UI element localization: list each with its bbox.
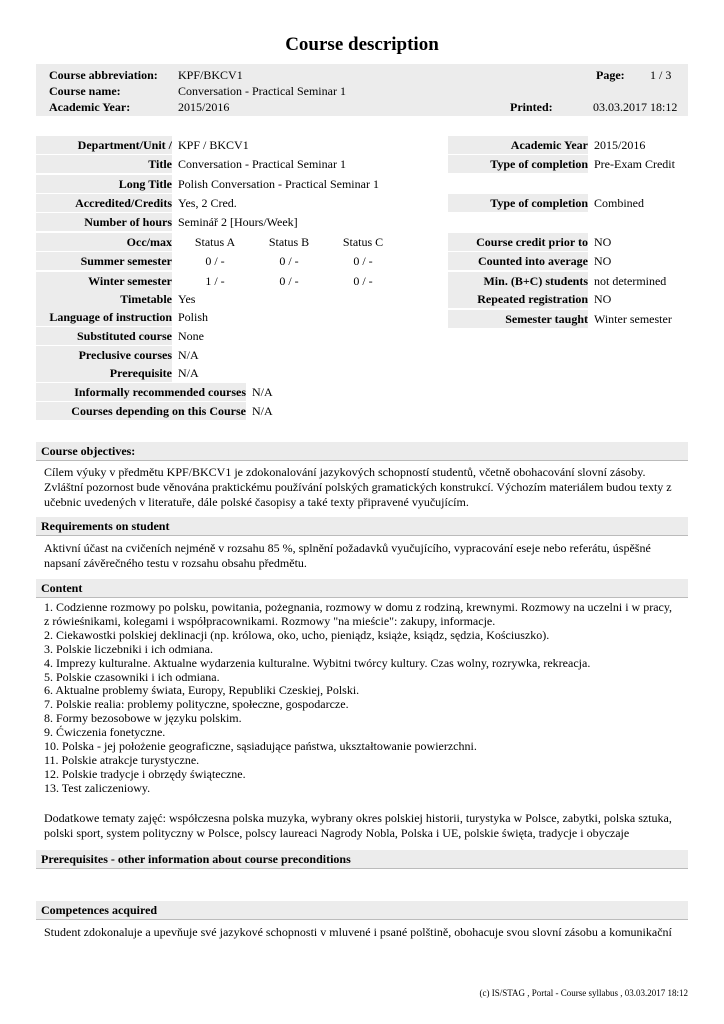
text-line: Dodatkowe tematy zajęć: współczesna polska muzyka, wybrany okres polskiej historii, turystyka w Polsce, zabytki, polska sztuka,	[44, 811, 672, 825]
content-heading	[36, 579, 688, 598]
depending-label: Courses depending on this Course	[36, 402, 246, 420]
long-title-value: Polish Conversation - Practical Seminar 1	[178, 177, 379, 191]
text-line: Student zdokonaluje a upevňuje své jazykové schopnosti v mluvené i psané polštině, obohacuje svou slovní zásobu a komunikační	[44, 925, 672, 939]
list-item: 7. Polskie realia: problemy polityczne, społeczne, gospodarcze.	[44, 697, 349, 712]
min-students-label: Min. (B+C) students	[448, 272, 588, 290]
preclusive-value: N/A	[178, 348, 199, 362]
summer-semester-label: Summer semester	[36, 252, 172, 270]
list-item: 9. Ćwiczenia fonetyczne.	[44, 725, 166, 740]
abbr-value: KPF/BKCV1	[178, 68, 243, 82]
counted-average-value: NO	[594, 254, 612, 268]
prerequisite-value: N/A	[178, 366, 199, 380]
content-extra-text	[44, 811, 684, 841]
summer-status-b: 0 / -	[279, 254, 299, 268]
repeated-registration-label: Repeated registration	[448, 290, 588, 308]
printed-label: Printed:	[510, 100, 553, 114]
substituted-label: Substituted course	[36, 327, 172, 345]
competences-title: Competences acquired	[41, 903, 158, 917]
summer-status-a: 0 / -	[205, 254, 225, 268]
substituted-value: None	[178, 329, 204, 343]
occ-max-label: Occ/max	[36, 233, 172, 251]
semester-taught-value: Winter semester	[594, 312, 672, 326]
credit-prior-label: Course credit prior to	[448, 233, 588, 251]
name-label: Course name:	[49, 84, 121, 98]
objectives-title: Course objectives:	[41, 444, 136, 458]
completion-type-label: Type of completion	[448, 155, 588, 173]
page-label: Page:	[596, 68, 625, 82]
department-label: Department/Unit /	[36, 136, 172, 154]
language-value: Polish	[178, 310, 209, 324]
credit-prior-value: NO	[594, 235, 612, 249]
page-title: Course description	[285, 34, 439, 55]
hours-value: Seminář 2 [Hours/Week]	[178, 215, 298, 229]
department-value: KPF / BKCV1	[178, 138, 249, 152]
year-label: Academic Year:	[49, 100, 131, 114]
text-line: Aktivní účast na cvičeních nejméně v rozsahu 85 %, splnění požadavků vyučujícího, vypracování eseje nebo referátu, úspěšné	[44, 541, 651, 555]
language-label: Language of instruction	[36, 308, 172, 326]
list-item: 12. Polskie tradycje i obrzędy świąteczne.	[44, 766, 246, 781]
winter-semester-label: Winter semester	[36, 272, 172, 290]
list-item: 2. Ciekawostki polskiej deklinacji (np. królowa, oko, ucho, pieniądz, książe, ksiądz, sędzia, Kościuszko).	[44, 627, 550, 642]
recommended-label: Informally recommended courses	[36, 383, 246, 401]
winter-status-c: 0 / -	[353, 274, 373, 288]
list-item: 13. Test zaliczeniowy.	[44, 780, 151, 795]
competences-text	[44, 925, 684, 940]
text-line: napsaní závěrečného testu v rozsahu obsahu předmětu.	[44, 556, 307, 570]
list-item: z rówieśnikami, kolegami i współpracownikami. Rozmowy "na mieście": zakupy, informacje.	[44, 613, 496, 628]
preclusive-label: Preclusive courses	[36, 346, 172, 364]
winter-status-b: 0 / -	[279, 274, 299, 288]
prerequisites-heading	[36, 850, 688, 869]
completion-type-2-label: Type of completion	[448, 194, 588, 212]
page-footer: (c) IS/STAG , Portal - Course syllabus , 03.03.2017 18:12	[479, 988, 688, 998]
abbr-label: Course abbreviation:	[49, 68, 158, 82]
status-a-header: Status A	[194, 235, 236, 249]
text-line: Zvláštní pozornost bude věnována praktickému používání polských gramatických konstrukcí. Výchozím materiálem budou texty z	[44, 480, 672, 494]
requirements-heading	[36, 517, 688, 536]
summer-status-c: 0 / -	[353, 254, 373, 268]
list-item: 10. Polska - jej położenie geograficzne, sąsiadujące państwa, ukształtowanie powierzchni.	[44, 739, 477, 754]
counted-average-label: Counted into average	[448, 252, 588, 270]
requirements-title: Requirements on student	[41, 519, 170, 533]
text-line: polski sport, system polityczny w Polsce, polscy laureaci Nagrody Nobla, Polska i UE, polskie święta, tradycje i obyczaje	[44, 826, 630, 840]
year-value: 2015/2016	[178, 100, 230, 114]
content-text	[44, 601, 684, 796]
prerequisites-title: Prerequisites - other information about course preconditions	[41, 852, 351, 866]
repeated-registration-value: NO	[594, 292, 612, 306]
recommended-value: N/A	[252, 385, 273, 399]
semester-taught-label: Semester taught	[448, 310, 588, 328]
objectives-text	[44, 465, 684, 510]
prerequisite-label: Prerequisite	[36, 364, 172, 382]
course-header	[36, 64, 688, 116]
timetable-value: Yes	[178, 292, 196, 306]
title-value: Conversation - Practical Seminar 1	[178, 157, 346, 171]
credits-value: Yes, 2 Cred.	[178, 196, 237, 210]
page-value: 1 / 3	[650, 68, 672, 82]
completion-type-2-value: Combined	[594, 196, 644, 210]
min-students-value: not determined	[594, 274, 667, 288]
timetable-label: Timetable	[36, 290, 172, 308]
objectives-heading	[36, 442, 688, 461]
title-label: Title	[36, 155, 172, 173]
status-c-header: Status C	[342, 235, 384, 249]
list-item: 1. Codzienne rozmowy po polsku, powitania, pożegnania, rozmowy w domu z rodziną, krewnymi. Rozmowy na uczelni i w pracy,	[44, 600, 673, 614]
list-item: 6. Aktualne problemy świata, Europy, Republiki Czeskiej, Polski.	[44, 683, 360, 698]
list-item: 4. Imprezy kulturalne. Aktualne wydarzenia kulturalne. Wybitni twórcy kultury. Czas wolny, rozrywka, rekreacja.	[44, 655, 591, 670]
list-item: 5. Polskie czasowniki i ich odmiana.	[44, 669, 220, 684]
depending-value: N/A	[252, 404, 273, 418]
long-title-label: Long Title	[36, 175, 172, 193]
requirements-text	[44, 541, 684, 571]
content-title: Content	[41, 581, 83, 595]
text-line: Cílem výuky v předmětu KPF/BKCV1 je zdokonalování jazykových schopností studentů, včetně obohacování slovní zásoby.	[44, 465, 646, 479]
winter-status-a: 1 / -	[205, 274, 225, 288]
credits-label: Accredited/Credits	[36, 194, 172, 212]
list-item: 3. Polskie liczebniki i ich odmiana.	[44, 641, 213, 656]
name-value: Conversation - Practical Seminar 1	[178, 84, 346, 98]
academic-year-value: 2015/2016	[594, 138, 646, 152]
competences-heading	[36, 901, 688, 920]
list-item: 11. Polskie atrakcje turystyczne.	[44, 752, 200, 767]
academic-year-label: Academic Year	[448, 136, 588, 154]
text-line: učebnic uvedených v literatuře, dále polské časopisy a také texty připravené vyučujícím.	[44, 495, 469, 509]
hours-label: Number of hours	[36, 213, 172, 231]
list-item: 8. Formy bezosobowe w języku polskim.	[44, 711, 242, 726]
completion-type-value: Pre-Exam Credit	[594, 157, 675, 171]
status-b-header: Status B	[268, 235, 310, 249]
printed-value: 03.03.2017 18:12	[593, 100, 678, 114]
